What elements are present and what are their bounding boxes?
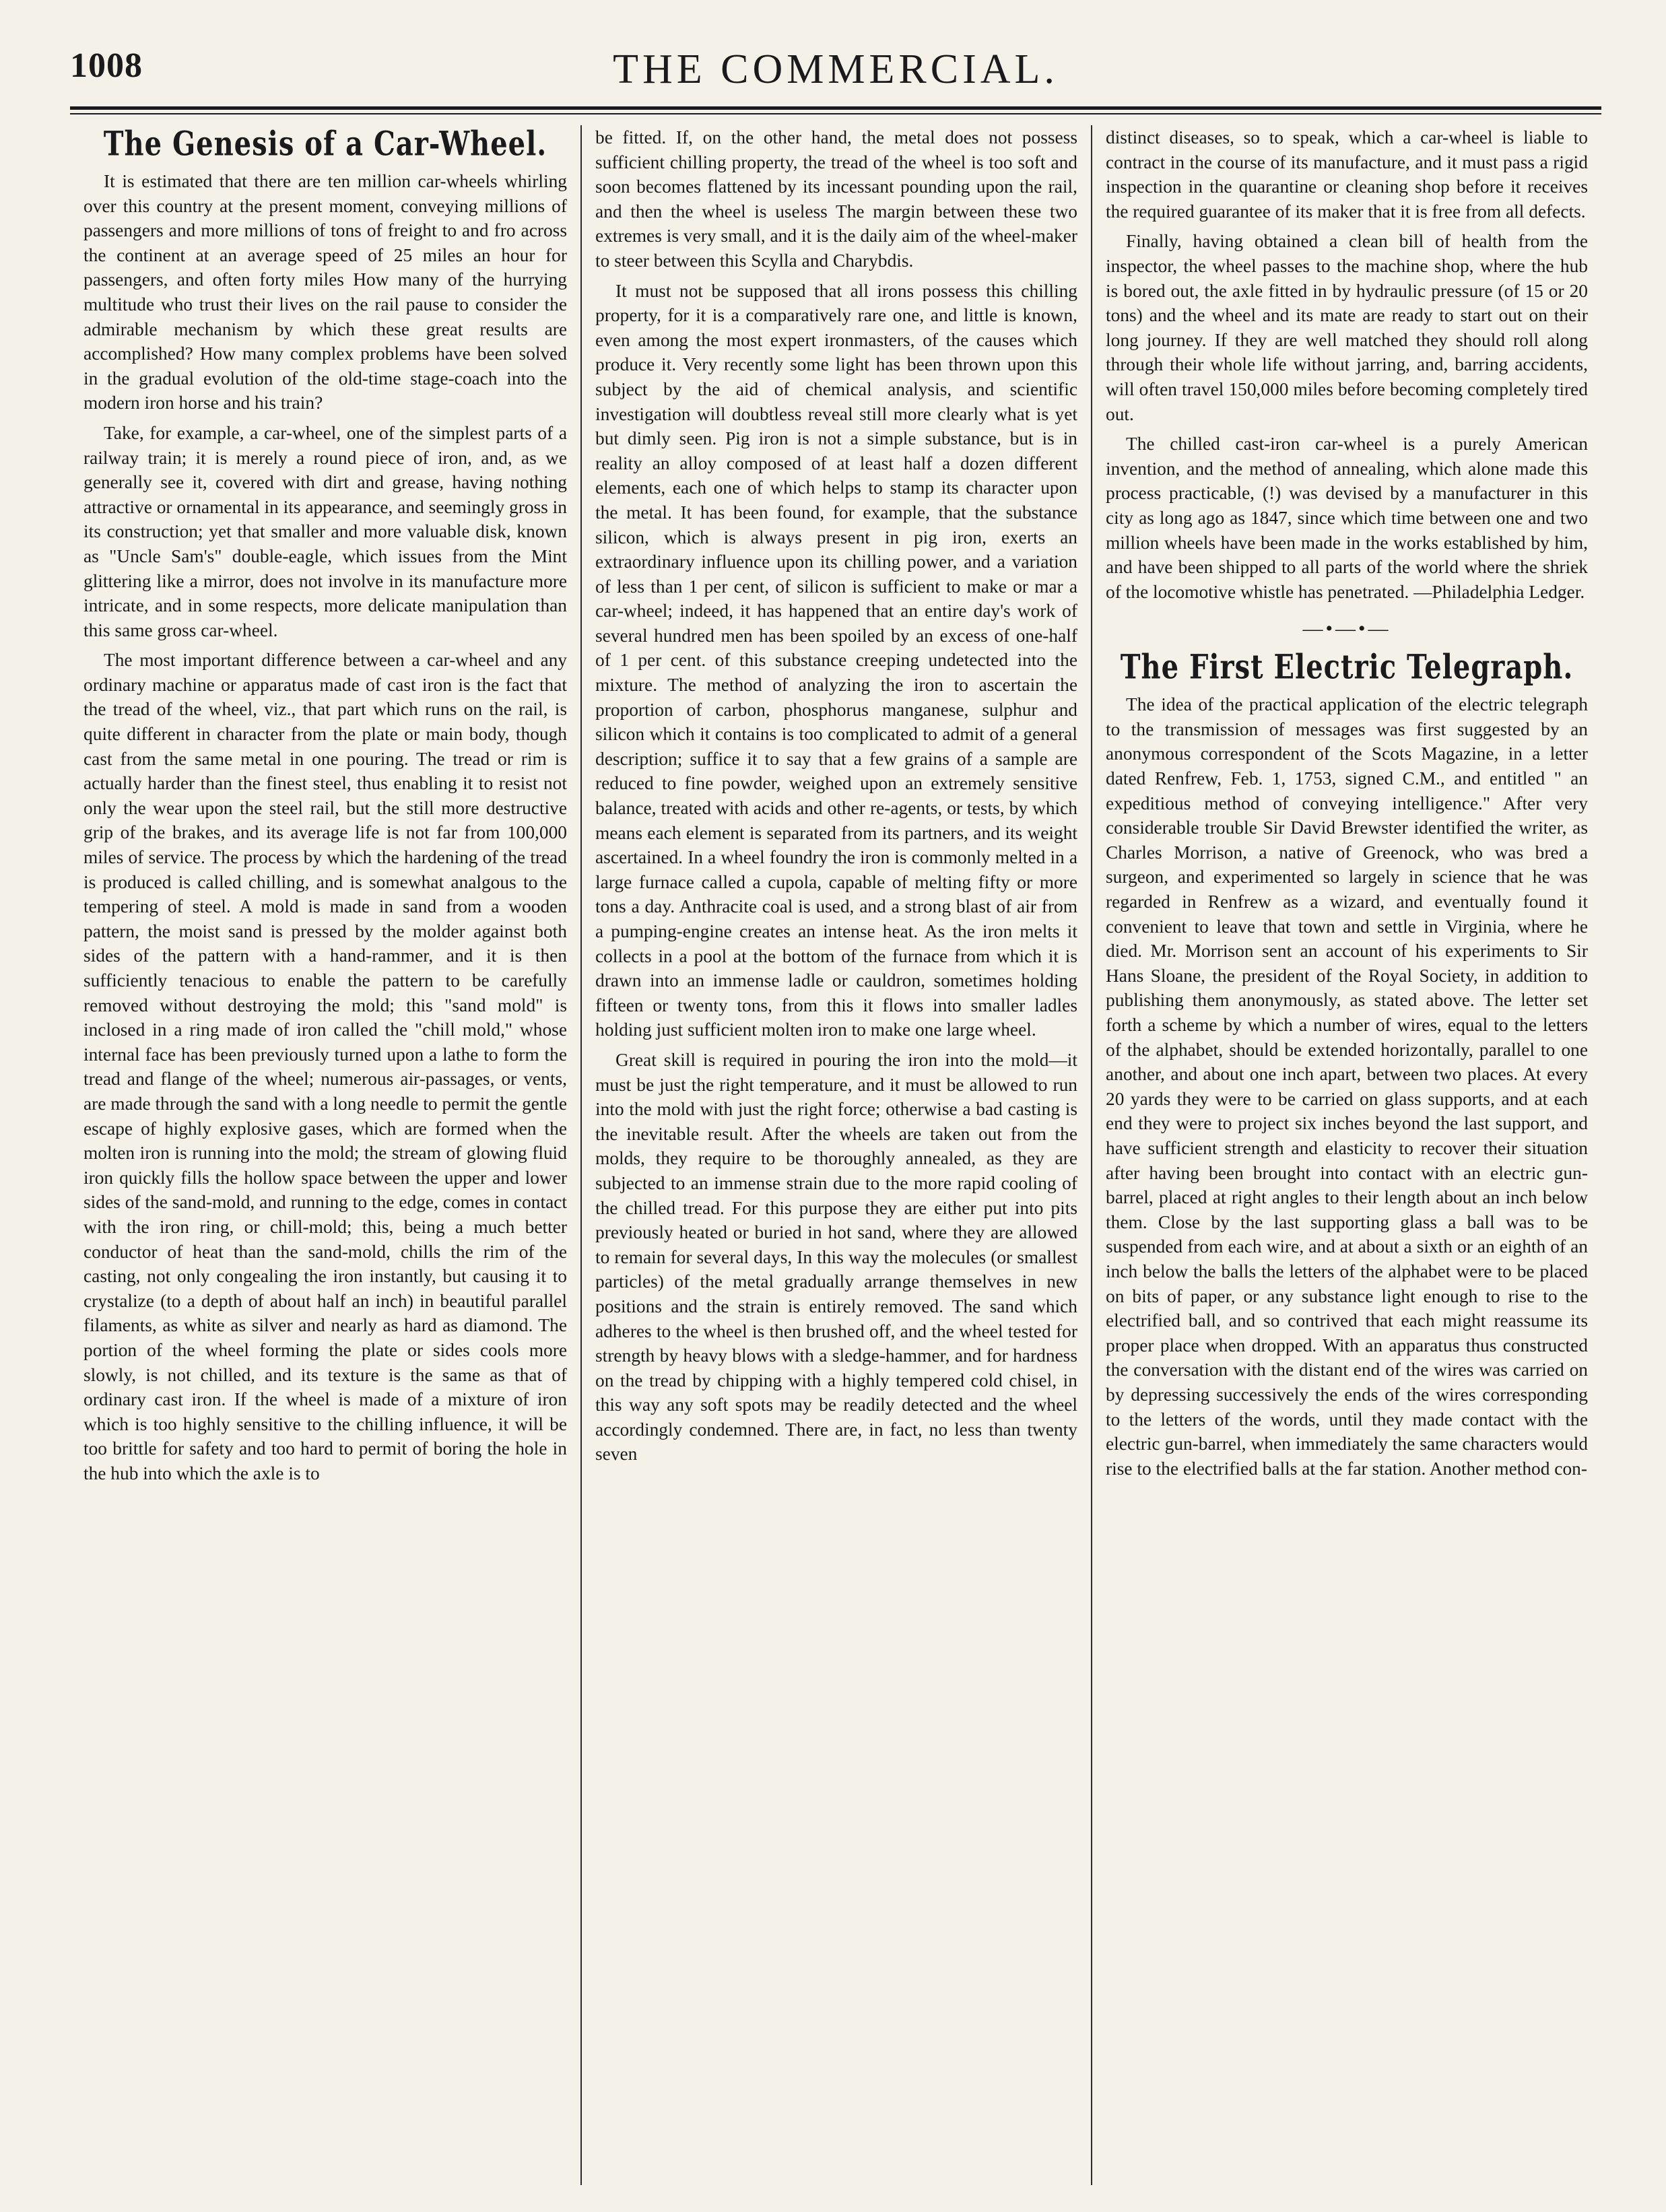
column-1 <box>70 125 580 2185</box>
article-paragraph: Take, for example, a car-wheel, one of the simplest parts of a railway train; it is merely a round piece of iron, and, as we generally see it, covered with dirt and grease, having nothing attractive or ornamental in its appearance, and seemingly gross in its construction; yet that smaller and more valuable disk, known as "Uncle Sam's" double-eagle, which issues from the Mint glittering like a mirror, does not involve in its manufacture more intricate, and in some respects, more delicate manipulation than this same gross car-wheel. <box>84 422 567 640</box>
article-paragraph: be fitted. If, on the other hand, the metal does not possess sufficient chilling property, the tread of the wheel is too soft and soon becomes flattened by its incessant pounding upon the rail, and then the wheel is useless The margin between these two extremes is very small, and it is the daily aim of the wheel-maker to steer between this Scylla and Charybdis. <box>595 127 1077 271</box>
article-paragraph: The chilled cast-iron car-wheel is a purely American invention, and the method of annealing, which alone made this process practicable, (!) was devised by a manufacturer in this city as long ago as 1847, since which time between one and two million wheels have been made in the works established by him, and have been shipped to all parts of the world where the shriek of the locomotive whistle has penetrated. —Philadelphia Ledger. <box>1106 434 1588 602</box>
masthead <box>70 46 1601 106</box>
journal-title: THE COMMERCIAL. <box>613 46 1059 92</box>
article-paragraph: It is estimated that there are ten million car-wheels whirling over this country at the present moment, conveying millions of passengers and more millions of tons of freight to and fro across the continent at an average speed of 25 miles an hour for passengers, and often forty miles How many of the hurrying multitude who trust their lives on the rail pause to consider the admirable mechanism by which these great results are accomplished? How many complex problems have been solved in the gradual evolution of the old-time stage-coach into the modern iron horse and his train? <box>84 171 567 413</box>
article-paragraph: The idea of the practical application of the electric telegraph to the transmission of messages was first suggested by an anonymous correspondent of the Scots Magazine, in a letter dated Renfrew, Feb. 1, 1753, signed C.M., and entitled " an expeditious method of conveying intelligence." After very considerable trouble Sir David Brewster identified the writer, as Charles Morrison, a native of Greenock, who was bred a surgeon, and experimented so largely in science that he was regarded in Renfrew as a wizard, and eventually found it convenient to leave that town and settle in Virginia, where he died. Mr. Morrison sent an account of his experiments to Sir Hans Sloane, the president of the Royal Society, in addition to publishing them anonymously, as stated above. The letter set forth a scheme by which a number of wires, equal to the letters of the alphabet, should be extended horizontally, parallel to one another, and about one inch apart, between two places. At every 20 yards they were to be carried on glass supports, and at each end they were to project six inches beyond the last support, and have sufficient strength and elasticity to recover their situation after having been brought into contact with an electric gun-barrel, placed at right angles to their length about an inch below them. Close by the last supporting glass a ball was to be suspended from each wire, and at about a sixth or an eighth of an inch below the balls the letters of the alphabet were to be placed on bits of paper, or any substance light enough to rise to the electrified ball, and so contrived that each might reassume its proper place when dropped. With an apparatus thus constructed the conversation with the distant end of the wires was carried on by depressing successively the ends of the wires corresponding to the letters of the words, until they made contact with the electric gun-barrel, when immediately the same characters would rise to the electrified balls at the far station. Another method con- <box>1106 694 1588 1479</box>
article-columns <box>70 125 1601 2185</box>
article-paragraph: Finally, having obtained a clean bill of health from the inspector, the wheel passes to the machine shop, where the hub is bored out, the axle fitted in by hydraulic pressure (of 15 or 20 tons) and the wheel and its mate are ready to start out on their long journey. If they are well matched they should roll along through their whole life without jarring, and, barring accidents, will often travel 150,000 miles before becoming completely tired out. <box>1106 231 1588 424</box>
article-separator: —•—•— <box>1302 617 1391 640</box>
column-2 <box>580 125 1091 2185</box>
article-paragraph: distinct diseases, so to speak, which a car-wheel is liable to contract in the course of its manufacture, and it must pass a rigid inspection in the quarantine or cleaning shop before it receives the required guarantee of its maker that it is free from all defects. <box>1106 127 1588 222</box>
header-rule-thin <box>70 113 1601 114</box>
article-paragraph: The most important difference between a car-wheel and any ordinary machine or apparatus made of cast iron is the fact that the tread of the wheel, viz., that part which runs on the rail, is quite different in character from the plate or main body, though cast from the same metal in one pouring. The tread or rim is actually harder than the finest steel, thus enabling it to resist not only the wear upon the steel rail, but the still more destructive grip of the brakes, and its average life is not far from 100,000 miles of service. The process by which the hardening of the tread is produced is called chilling, and is somewhat analgous to the tempering of steel. A mold is made in sand from a wooden pattern, the moist sand is pressed by the molder against both sides of the pattern with a hand-rammer, and it is then sufficiently tenacious to enable the pattern to be carefully removed without destroying the mold; this "sand mold" is inclosed in a ring made of iron called the "chill mold," whose internal face has been previously turned upon a lathe to form the tread and flange of the wheel; numerous air-passages, or vents, are made through the sand with a long needle to permit the gentle escape of highly explosive gases, which are formed when the molten iron is running into the mold; the stream of glowing fluid iron quickly fills the hollow space between the upper and lower sides of the sand-mold, and running to the edge, comes in contact with the iron ring, or chill-mold; this, being a much better conductor of heat than the sand-mold, chills the rim of the casting, not only congealing the iron instantly, but causing it to crystalize (to a depth of about half an inch) in beautiful parallel filaments, as white as silver and nearly as hard as diamond. The portion of the wheel forming the plate or sides cools more slowly, is not chilled, and its texture is the same as that of ordinary cast iron. If the wheel is made of a mixture of iron which is too highly sensitive to the chilling influence, it will be too brittle for safety and too hard to permit of boring the hole in the hub into which the axle is to <box>84 650 568 1483</box>
article-paragraph: It must not be supposed that all irons possess this chilling property, for it is a comparatively rare one, and little is known, even among the most expert ironmasters, of the causes which produce it. Very recently some light has been thrown upon this subject by the aid of chemical analysis, and scientific investigation will doubtless reveal still more clearly what is yet but dimly seen. Pig iron is not a simple substance, but is in reality an alloy composed of at least half a dozen different elements, each one of which helps to stamp its character upon the metal. It has been found, for example, that the substance silicon, which is always present in pig iron, exerts an extraordinary influence upon its chilling power, and a variation of less than 1 per cent, of silicon is sufficient to make or mar a car-wheel; indeed, it has happened that an entire day's work of several hundred men has been spoiled by an excess of one-half of 1 per cent. of this substance creeping undetected into the mixture. The method of analyzing the iron to ascertain the proportion of carbon, phosphorus manganese, sulphur and silicon which it contains is too complicated to admit of a general description; suffice it to say that a few grains of a sample are reduced to fine powder, weighed upon an extremely sensitive balance, treated with acids and other re-agents, or tests, by which means each element is separated from its partners, and its weight ascertained. In a wheel foundry the iron is commonly melted in a large furnace called a cupola, capable of melting fifty or more tons a day. Anthracite coal is used, and a strong blast of air from a pumping-engine creates an intense heat. As the iron melts it collects in a pool at the bottom of the furnace from which it is drawn into an immense ladle or cauldron, sometimes holding fifteen or twenty tons, from this it flows into smaller ladles holding just sufficient molten iron to make one large wheel. <box>595 280 1077 1040</box>
article-title-car-wheel: The Genesis of a Car-Wheel. <box>103 125 547 164</box>
column-3 <box>1091 125 1601 2185</box>
page-number: 1008 <box>70 46 143 85</box>
article-title-telegraph: The First Electric Telegraph. <box>1120 647 1574 688</box>
article-paragraph: Great skill is required in pouring the iron into the mold—it must be just the right temperature, and it must be allowed to run into the mold with just the right force; otherwise a bad casting is the inevitable result. After the wheels are taken out from the molds, they require to be thoroughly annealed, as they are subjected to an immense strain due to the more rapid cooling of the chilled tread. For this purpose they are either put into pits previously heated or buried in hot sand, where they are allowed to remain for several days, In this way the molecules (or smallest particles) of the metal gradually arrange themselves in new positions and the strain is entirely removed. The sand which adheres to the wheel is then brushed off, and the wheel tested for strength by heavy blows with a sledge-hammer, and for hardness on the tread by chipping with a highly tempered cold chisel, in this way any soft spots may be readily detected and the wheel accordingly condemned. There are, in fact, no less than twenty seven <box>595 1049 1077 1465</box>
header-rule-thick <box>70 106 1601 110</box>
